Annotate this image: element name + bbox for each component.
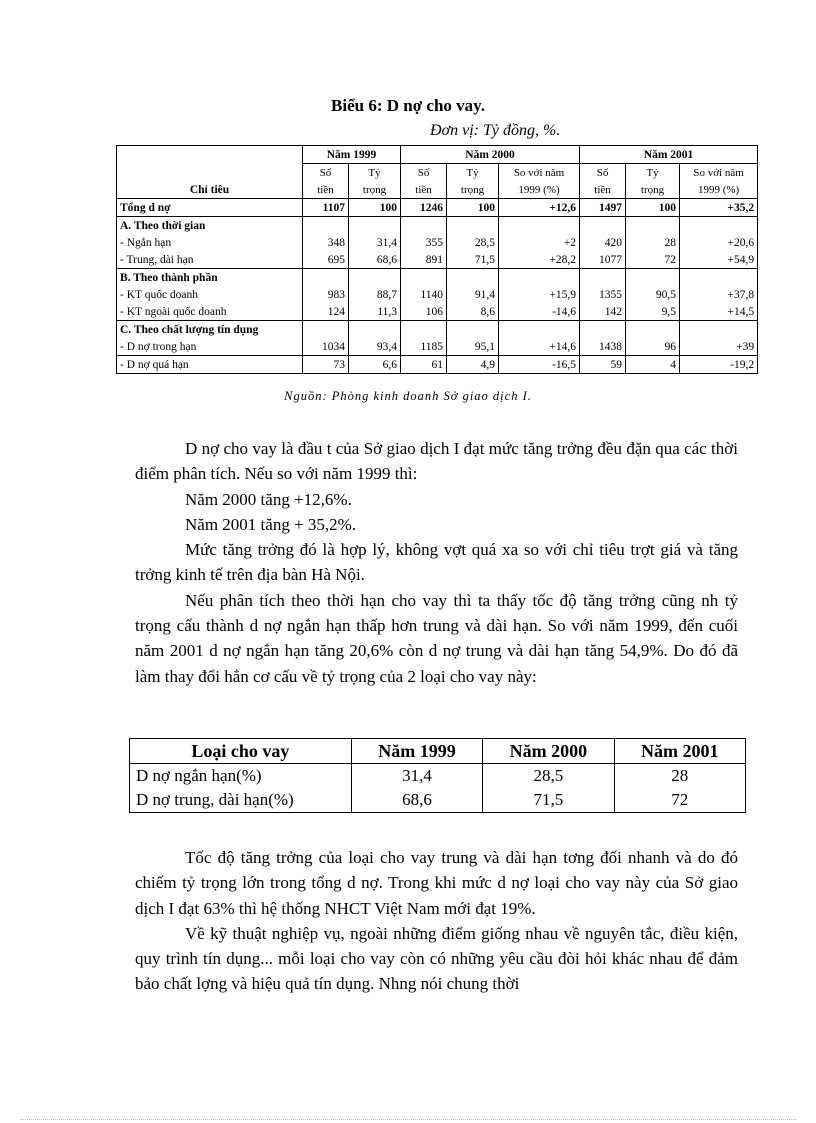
table-cell xyxy=(349,321,401,339)
table-cell xyxy=(447,321,499,339)
header-year: Năm 2000 xyxy=(401,146,580,164)
col-header: tiền xyxy=(303,181,349,199)
col-header: Số xyxy=(303,164,349,182)
row-label: A. Theo thời gian xyxy=(117,217,303,235)
table-cell: 68,6 xyxy=(349,251,401,269)
table-cell: 71,5 xyxy=(447,251,499,269)
table-cell: 1107 xyxy=(303,199,349,217)
table-cell: 4 xyxy=(626,356,680,374)
col-header: Loại cho vay xyxy=(130,739,352,764)
table-cell: 91,4 xyxy=(447,286,499,303)
table-cell: -14,6 xyxy=(499,303,580,321)
paragraph: Tốc độ tăng trởng của loại cho vay trung và dài hạn tơng đối nhanh và do đó chiếm tỷ trọng lớn trong tổng d nợ. Trong khi mức d nợ loại cho vay này của Sở giao dịch I đạt 63% thì hệ thống NHCT Việt Nam mới đạt 19%. xyxy=(135,848,738,918)
table-cell: +2 xyxy=(499,234,580,251)
table-cell: +14,6 xyxy=(499,338,580,356)
table-row xyxy=(117,338,758,356)
table-cell xyxy=(401,269,447,287)
table-row xyxy=(130,788,746,813)
table-cell: 28,5 xyxy=(483,764,614,789)
table-cell xyxy=(499,269,580,287)
table-cell: -19,2 xyxy=(680,356,758,374)
table-cell: 348 xyxy=(303,234,349,251)
table-cell: 695 xyxy=(303,251,349,269)
table-cell: +39 xyxy=(680,338,758,356)
page-footer-divider xyxy=(20,1119,796,1120)
table-cell: +12,6 xyxy=(499,199,580,217)
table-row xyxy=(117,217,758,235)
table-cell: 72 xyxy=(626,251,680,269)
table-cell: 59 xyxy=(580,356,626,374)
loan-type-table xyxy=(129,738,746,813)
row-label: B. Theo thành phần xyxy=(117,269,303,287)
table-cell xyxy=(349,217,401,235)
table-cell: 88,7 xyxy=(349,286,401,303)
table-cell xyxy=(580,321,626,339)
paragraph: Năm 2000 tăng +12,6%. xyxy=(185,489,352,509)
col-header: trọng xyxy=(349,181,401,199)
table-cell: 1497 xyxy=(580,199,626,217)
row-label: - KT quốc doanh xyxy=(117,286,303,303)
table-cell: +37,8 xyxy=(680,286,758,303)
table-cell xyxy=(303,321,349,339)
col-header: tiền xyxy=(401,181,447,199)
table-cell xyxy=(447,217,499,235)
row-label: D nợ ngắn hạn(%) xyxy=(130,764,352,789)
unit-label: Đơn vị: Tỷ đồng, %. xyxy=(430,122,561,139)
table-cell: 61 xyxy=(401,356,447,374)
table-cell: 1246 xyxy=(401,199,447,217)
col-header: Tỷ xyxy=(626,164,680,182)
table-cell: +14,5 xyxy=(680,303,758,321)
table-cell: 73 xyxy=(303,356,349,374)
table-cell: 9,5 xyxy=(626,303,680,321)
paragraph: D nợ cho vay là đầu t của Sở giao dịch I đạt mức tăng trởng đều đặn qua các thời điểm phân tích. Nếu so với năm 1999 thì: xyxy=(135,439,738,484)
table-cell: 1034 xyxy=(303,338,349,356)
table-cell: 95,1 xyxy=(447,338,499,356)
table-cell xyxy=(626,321,680,339)
col-header: trọng xyxy=(626,181,680,199)
col-header: So với năm xyxy=(680,164,758,182)
table-cell: 100 xyxy=(626,199,680,217)
table-row xyxy=(117,251,758,269)
table-cell xyxy=(303,269,349,287)
table-cell: 142 xyxy=(580,303,626,321)
table-cell: 100 xyxy=(447,199,499,217)
col-header: tiền xyxy=(580,181,626,199)
paragraph: Năm 2001 tăng + 35,2%. xyxy=(185,514,357,534)
table-cell: +20,6 xyxy=(680,234,758,251)
table-cell: 93,4 xyxy=(349,338,401,356)
table-cell: 71,5 xyxy=(483,788,614,813)
table-row xyxy=(117,234,758,251)
table-cell xyxy=(401,321,447,339)
row-label: - Trung, dài hạn xyxy=(117,251,303,269)
table-cell xyxy=(303,217,349,235)
table-cell: 891 xyxy=(401,251,447,269)
paragraph: Nếu phân tích theo thời hạn cho vay thì ta thấy tốc độ tăng trởng cũng nh tỷ trọng cấu thành d nợ ngắn hạn thấp hơn trung và dài hạn. So với năm 1999, đến cuối năm 2001 d nợ ngắn hạn tăng 20,6% còn d nợ trung và dài hạn tăng 54,9%. Do đó đã làm thay đổi hẳn cơ cấu về tỷ trọng của 2 loại cho vay này: xyxy=(135,590,738,686)
col-header: 1999 (%) xyxy=(499,181,580,199)
table-row xyxy=(117,286,758,303)
table-cell: 983 xyxy=(303,286,349,303)
table-cell: 1185 xyxy=(401,338,447,356)
paragraph: Về kỹ thuật nghiệp vụ, ngoài những điểm giống nhau về nguyên tắc, điều kiện, quy trình tín dụng... mỗi loại cho vay còn có những yêu cầu đòi hỏi khác nhau để đảm bảo chất lợng và hiệu quả tín dụng. Nhng nói chung thời xyxy=(135,923,738,994)
table-cell: +35,2 xyxy=(680,199,758,217)
loan-table xyxy=(116,145,758,374)
header-chi-tieu: Chỉ tiêu xyxy=(117,146,303,199)
table-cell: 72 xyxy=(614,788,745,813)
table-cell: 100 xyxy=(349,199,401,217)
table-cell xyxy=(680,269,758,287)
table-cell: 90,5 xyxy=(626,286,680,303)
table-cell xyxy=(580,269,626,287)
table-title: Biểu 6: D nợ cho vay. xyxy=(331,96,485,115)
table-cell: 355 xyxy=(401,234,447,251)
table-cell xyxy=(680,217,758,235)
header-year: Năm 1999 xyxy=(303,146,401,164)
table-cell: 1140 xyxy=(401,286,447,303)
col-header: trọng xyxy=(447,181,499,199)
row-label: - Ngắn hạn xyxy=(117,234,303,251)
table-cell xyxy=(626,217,680,235)
table-cell: 96 xyxy=(626,338,680,356)
col-header: Số xyxy=(401,164,447,182)
table-row xyxy=(117,321,758,339)
table-cell xyxy=(499,321,580,339)
table-cell xyxy=(349,269,401,287)
col-header: Năm 1999 xyxy=(351,739,482,764)
table-row xyxy=(117,303,758,321)
paragraph: Mức tăng trởng đó là hợp lý, không vợt quá xa so với chỉ tiêu trợt giá và tăng trởng kinh tế trên địa bàn Hà Nội. xyxy=(135,540,738,585)
table-cell: 28 xyxy=(626,234,680,251)
table-cell: +54,9 xyxy=(680,251,758,269)
col-header: Tỷ xyxy=(349,164,401,182)
table-cell xyxy=(447,269,499,287)
row-label: Tổng d nợ xyxy=(117,199,303,217)
col-header: Năm 2000 xyxy=(483,739,614,764)
table-cell: 6,6 xyxy=(349,356,401,374)
table-row xyxy=(130,764,746,789)
table-cell: 124 xyxy=(303,303,349,321)
table-cell: 8,6 xyxy=(447,303,499,321)
table-cell xyxy=(580,217,626,235)
table-cell: 11,3 xyxy=(349,303,401,321)
row-label: - D nợ quá hạn xyxy=(117,356,303,374)
col-header: So với năm xyxy=(499,164,580,182)
col-header: Tỷ xyxy=(447,164,499,182)
table-cell: 1077 xyxy=(580,251,626,269)
table-cell: 28 xyxy=(614,764,745,789)
row-label: - D nợ trong hạn xyxy=(117,338,303,356)
table-cell: +28,2 xyxy=(499,251,580,269)
source-note: Nguồn: Phòng kinh doanh Sở giao dịch I. xyxy=(284,389,532,403)
header-year: Năm 2001 xyxy=(580,146,758,164)
table-cell: 106 xyxy=(401,303,447,321)
table-cell: 31,4 xyxy=(351,764,482,789)
table-cell xyxy=(499,217,580,235)
col-header: Năm 2001 xyxy=(614,739,745,764)
col-header: 1999 (%) xyxy=(680,181,758,199)
table-cell: 31,4 xyxy=(349,234,401,251)
col-header: Số xyxy=(580,164,626,182)
paragraph-block-2 xyxy=(135,845,738,997)
row-label: C. Theo chất lượng tín dụng xyxy=(117,321,303,339)
table-cell xyxy=(680,321,758,339)
table-cell: 1355 xyxy=(580,286,626,303)
row-label: D nợ trung, dài hạn(%) xyxy=(130,788,352,813)
table-row xyxy=(117,356,758,374)
paragraph-block-1 xyxy=(135,436,738,689)
table-cell: 28,5 xyxy=(447,234,499,251)
table-row xyxy=(117,269,758,287)
table-cell xyxy=(626,269,680,287)
row-label: - KT ngoài quốc doanh xyxy=(117,303,303,321)
table-row xyxy=(117,199,758,217)
table-cell: 1438 xyxy=(580,338,626,356)
table-cell: 4,9 xyxy=(447,356,499,374)
table-cell: -16,5 xyxy=(499,356,580,374)
table-cell: +15,9 xyxy=(499,286,580,303)
table-cell: 420 xyxy=(580,234,626,251)
table-cell xyxy=(401,217,447,235)
table-cell: 68,6 xyxy=(351,788,482,813)
